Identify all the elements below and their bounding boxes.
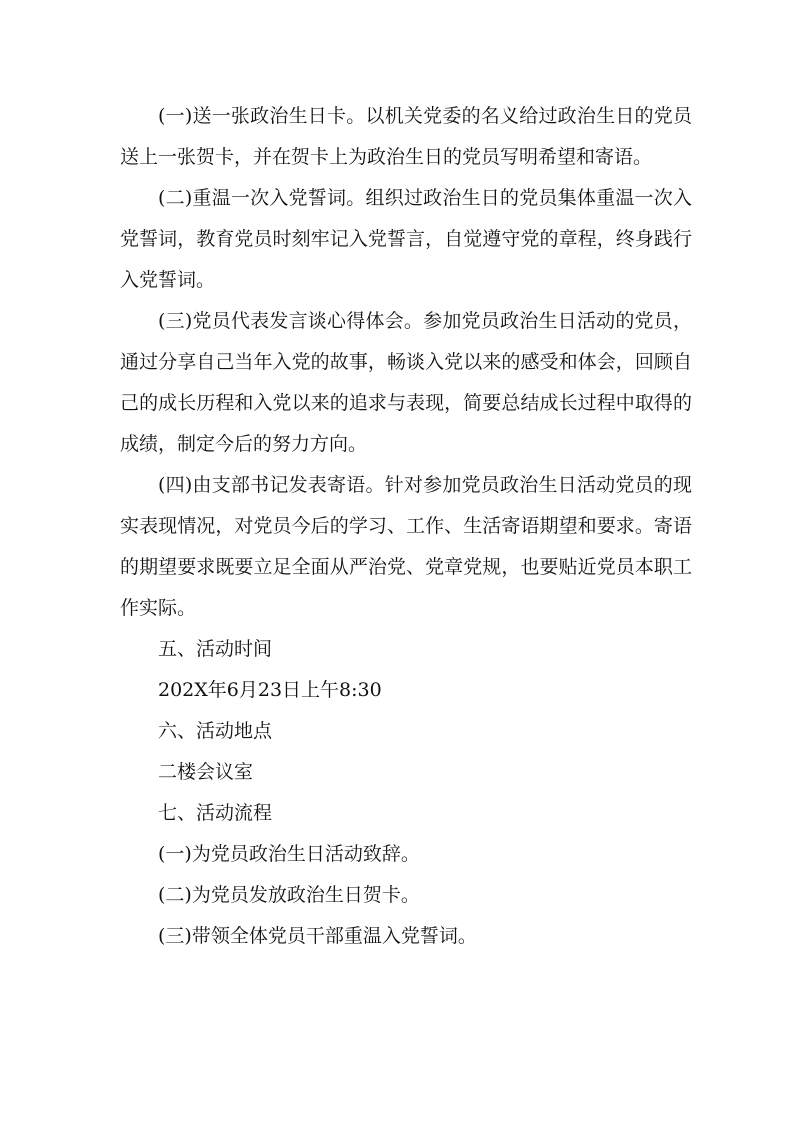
section-heading-place: 六、活动地点 — [158, 720, 273, 742]
paragraph-member-speech: (三)党员代表发言谈心得体会。参加党员政治生日活动的党员，通过分享自己当年入党的故事，畅谈入党以来的感受和体会，回顾自己的成长历程和入党以来的追求与表现，简要总结成长过程中取得的成绩，制定今后的努力方向。 — [120, 310, 692, 455]
process-item-speech: (一)为党员政治生日活动致辞。 — [158, 843, 420, 865]
section-heading-process: 七、活动流程 — [158, 802, 273, 824]
process-item-card: (二)为党员发放政治生日贺卡。 — [158, 884, 420, 906]
document-body — [120, 96, 692, 957]
paragraph-oath-review: (二)重温一次入党誓词。组织过政治生日的党员集体重温一次入党誓词，教育党员时刻牢记入党誓言，自觉遵守党的章程，终身践行入党誓词。 — [120, 187, 692, 291]
process-item-oath: (三)带领全体党员干部重温入党誓词。 — [158, 925, 477, 947]
activity-place-value: 二楼会议室 — [158, 761, 254, 783]
paragraph-birthday-card: (一)送一张政治生日卡。以机关党委的名义给过政治生日的党员送上一张贺卡，并在贺卡上为政治生日的党员写明希望和寄语。 — [120, 105, 692, 168]
activity-time-value: 202X年6月23日上午8:30 — [158, 679, 382, 701]
paragraph-secretary-message: (四)由支部书记发表寄语。针对参加党员政治生日活动党员的现实表现情况，对党员今后的学习、工作、生活寄语期望和要求。寄语的期望要求既要立足全面从严治党、党章党规，也要贴近党员本职工作实际。 — [120, 474, 692, 619]
section-heading-time: 五、活动时间 — [158, 638, 273, 660]
